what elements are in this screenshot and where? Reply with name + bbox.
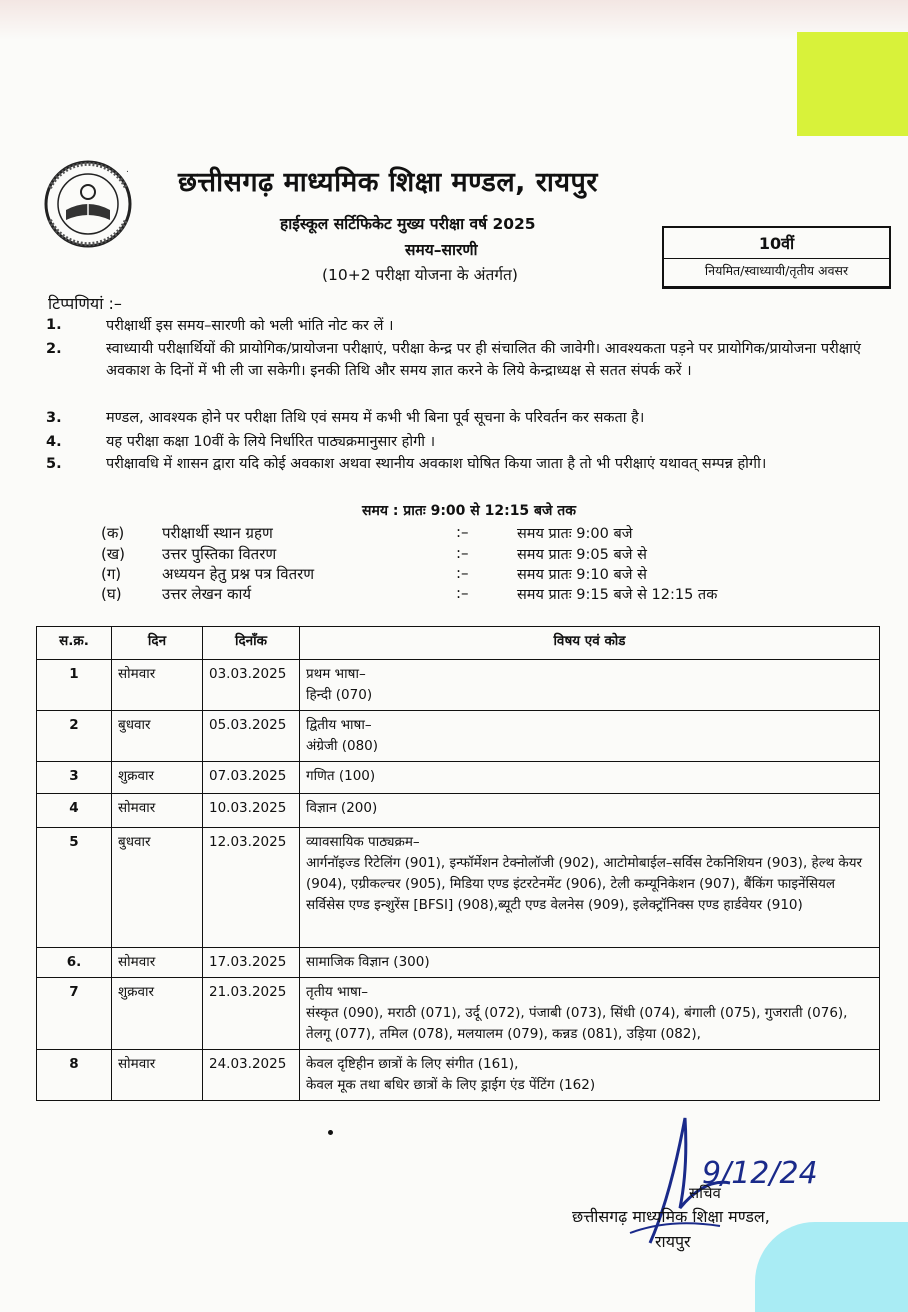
corner-blob [755, 1222, 908, 1312]
svg-text:.: . [126, 165, 129, 175]
cell-day: सोमवार [112, 794, 203, 828]
note-text: परीक्षार्थी इस समय–सारणी को भली भांति नोट कर लें । [106, 318, 394, 334]
class-box [662, 226, 891, 289]
cell-day: सोमवार [112, 660, 203, 711]
step-separator: :– [456, 544, 469, 562]
subject-detail: अंग्रेजी (080) [306, 738, 379, 754]
cell-day: बुधवार [112, 711, 203, 762]
subject-detail: संस्कृत (090), मराठी (071), उर्दू (072), पंजाबी (073), सिंधी (074), बंगाली (075), गुजराती (076), तेलगू (077), तमिल (078), मलयालम (079), कन्नड (081), उड़िया (082), [306, 1005, 848, 1042]
timetable-heading: समय–सारणी [405, 241, 478, 259]
signatory-designation: सचिव [689, 1184, 721, 1202]
table-header-row [37, 627, 880, 660]
step-time: समय प्रातः 9:15 बजे से 12:15 तक [517, 587, 718, 603]
step-time: समय प्रातः 9:05 बजे से [517, 547, 647, 563]
step-label: उत्तर लेखन कार्य [162, 585, 252, 603]
cell-date: 24.03.2025 [203, 1050, 300, 1101]
note-number: 5. [46, 456, 62, 472]
table-row [37, 828, 880, 948]
step-marker: (ग) [101, 565, 122, 583]
exam-schedule-table [36, 626, 880, 1101]
candidate-category: नियमित/स्वाध्यायी/तृतीय अवसर [664, 258, 889, 279]
exam-scheme: (10+2 परीक्षा योजना के अंतर्गत) [322, 266, 518, 284]
scan-edge-tint [0, 0, 908, 40]
cell-day: शुक्रवार [112, 762, 203, 794]
subject-detail: आर्गनॉइज्ड रिटेलिंग (901), इन्फॉर्मेशन टेक्नोलॉजी (902), आटोमोबाईल–सर्विस टेकनिशियन (903), हेल्थ केयर (904), एग्रीकल्चर (905), मिडिया एण्ड इंटरटेनमेंट (906), टेली कम्यूनिकेशन (907), बैंकिंग फाइनेंसियल सर्विसेस एण्ड इन्शुरेंस [BFSI] (908),ब्यूटी एण्ड वेलनेस (909), इलेक्ट्रॉनिक्स एण्ड हार्डवेयर (910) [306, 855, 863, 913]
cell-subject [300, 1050, 880, 1101]
table-row [37, 660, 880, 711]
note-number: 2. [46, 341, 62, 357]
exam-time-main: समय : प्रातः 9:00 से 12:15 बजे तक [362, 503, 577, 519]
cell-date: 07.03.2025 [203, 762, 300, 794]
header-date: दिनाँक [203, 627, 300, 660]
table-row [37, 711, 880, 762]
ink-dot [328, 1130, 333, 1135]
step-label: अध्ययन हेतु प्रश्न पत्र वितरण [162, 565, 315, 583]
class-label: 10वीं [758, 234, 795, 253]
note-number: 3. [46, 410, 62, 426]
cell-serial: 3 [37, 762, 112, 794]
subject-heading: व्यावसायिक पाठ्यक्रम– [306, 834, 420, 850]
cell-subject: सामाजिक विज्ञान (300) [300, 948, 880, 978]
cell-date: 03.03.2025 [203, 660, 300, 711]
signature-date: 9/12/24 [702, 1156, 818, 1191]
note-number: 4. [46, 434, 62, 450]
table-row [37, 794, 880, 828]
header-day: दिन [112, 627, 203, 660]
step-label: उत्तर पुस्तिका वितरण [162, 545, 277, 563]
sticky-note [797, 32, 908, 136]
step-separator: :– [456, 564, 469, 582]
step-marker: (ख) [101, 545, 125, 563]
board-title: छत्तीसगढ़ माध्यमिक शिक्षा मण्डल, रायपुर [178, 167, 598, 198]
cell-date: 12.03.2025 [203, 828, 300, 948]
board-seal-emblem [30, 158, 158, 250]
cell-day: बुधवार [112, 828, 203, 948]
cell-date: 10.03.2025 [203, 794, 300, 828]
cell-subject: विज्ञान (200) [300, 794, 880, 828]
step-marker: (घ) [101, 585, 122, 603]
cell-day: सोमवार [112, 948, 203, 978]
cell-subject [300, 828, 880, 948]
cell-serial: 2 [37, 711, 112, 762]
step-time: समय प्रातः 9:10 बजे से [517, 567, 647, 583]
note-text: परीक्षावधि में शासन द्वारा यदि कोई अवकाश अथवा स्थानीय अवकाश घोषित किया जाता है तो भी परीक्षाएं यथावत् सम्पन्न होगी। [106, 456, 767, 472]
header-serial: स.क्र. [37, 627, 112, 660]
note-text: मण्डल, आवश्यक होने पर परीक्षा तिथि एवं समय में कभी भी बिना पूर्व सूचना के परिवर्तन कर सकता है। [106, 410, 645, 426]
subject-heading: प्रथम भाषा– [306, 666, 366, 682]
step-time: समय प्रातः 9:00 बजे [517, 526, 633, 542]
cell-serial: 5 [37, 828, 112, 948]
table-row [37, 762, 880, 794]
subject-heading: केवल दृष्टिहीन छात्रों के लिए संगीत (161), [306, 1056, 519, 1072]
cell-serial: 1 [37, 660, 112, 711]
signatory-board: छत्तीसगढ़ माध्यमिक शिक्षा मण्डल, [572, 1207, 770, 1226]
note-text: स्वाध्यायी परीक्षार्थियों की प्रायोगिक/प्रायोजना परीक्षाएं, परीक्षा केन्द्र पर ही संचालित की जावेगी। आवश्यकता पड़ने पर प्रायोगिक/प्रायोजना परीक्षाएं अवकाश के दिनों में भी ली जा सकेगी। इनकी तिथि और समय ज्ञात करने के लिये केन्द्राध्यक्ष से सतत संपर्क करें । [106, 341, 861, 379]
cell-date: 21.03.2025 [203, 978, 300, 1050]
cell-date: 17.03.2025 [203, 948, 300, 978]
signatory-city: रायपुर [655, 1232, 691, 1251]
subject-heading: तृतीय भाषा– [306, 984, 369, 1000]
table-row [37, 978, 880, 1050]
cell-serial: 7 [37, 978, 112, 1050]
cell-day: शुक्रवार [112, 978, 203, 1050]
table-row [37, 948, 880, 978]
subject-heading: द्वितीय भाषा– [306, 717, 372, 733]
note-number: 1. [46, 317, 62, 333]
cell-serial: 8 [37, 1050, 112, 1101]
cell-day: सोमवार [112, 1050, 203, 1101]
table-row [37, 1050, 880, 1101]
header-subject: विषय एवं कोड [300, 627, 880, 660]
subject-detail: हिन्दी (070) [306, 687, 373, 703]
step-marker: (क) [101, 524, 125, 542]
cell-date: 05.03.2025 [203, 711, 300, 762]
note-text: यह परीक्षा कक्षा 10वीं के लिये निर्धारित पाठ्यक्रमानुसार होगी । [106, 434, 436, 450]
cell-serial: 6. [37, 948, 112, 978]
subject-detail: केवल मूक तथा बधिर छात्रों के लिए ड्राईग एंड पेंटिंग (162) [306, 1077, 596, 1093]
exam-title: हाईस्कूल सर्टिफिकेट मुख्य परीक्षा वर्ष 2025 [280, 215, 536, 233]
cell-subject [300, 660, 880, 711]
cell-subject [300, 711, 880, 762]
cell-subject [300, 978, 880, 1050]
step-label: परीक्षार्थी स्थान ग्रहण [162, 524, 273, 542]
step-separator: :– [456, 523, 469, 541]
notes-heading: टिप्पणियां :– [48, 294, 122, 313]
cell-serial: 4 [37, 794, 112, 828]
cell-subject: गणित (100) [300, 762, 880, 794]
step-separator: :– [456, 584, 469, 602]
